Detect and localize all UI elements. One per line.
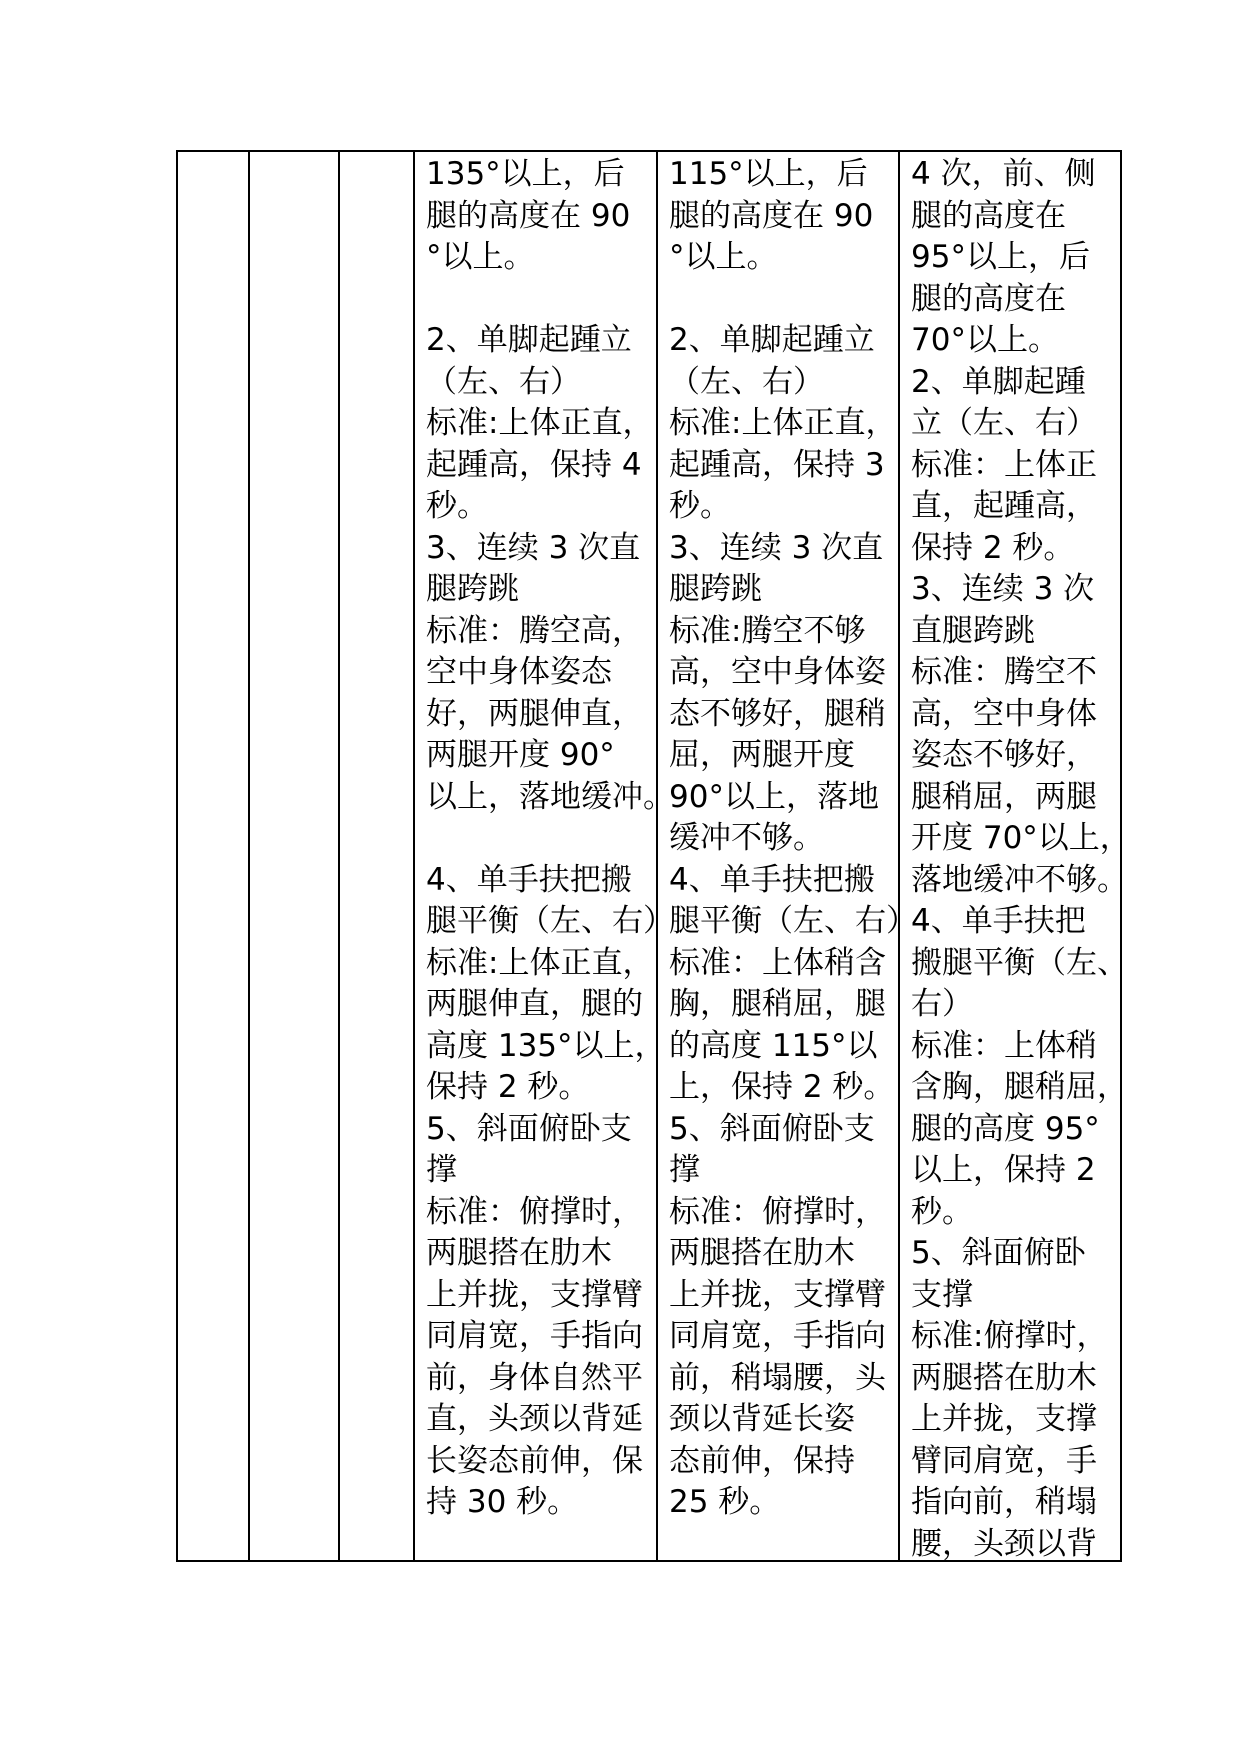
text-line: 标准：上体稍含 bbox=[669, 944, 886, 981]
text-line: 两腿搭在肋木 bbox=[911, 1359, 1097, 1396]
text-line: 起踵高，保持 3 bbox=[669, 446, 885, 483]
text-line: 前，稍塌腰，头 bbox=[669, 1359, 886, 1396]
standards-table bbox=[176, 150, 1131, 1562]
text-line: 3、连续 3 次直 bbox=[669, 529, 884, 566]
text-line: 标准:上体正直， bbox=[669, 405, 897, 441]
table-column-1 bbox=[178, 152, 250, 1560]
text-line: 臂同肩宽，手 bbox=[911, 1442, 1097, 1479]
text-line: 两腿搭在肋木 bbox=[669, 1235, 855, 1271]
cell-text bbox=[415, 152, 674, 1524]
text-line: 颈以背延长姿 bbox=[669, 1401, 855, 1437]
text-line: 两腿伸直，腿的 bbox=[426, 986, 643, 1022]
text-line: 腿的高度在 90 bbox=[669, 197, 874, 234]
text-line: 标准:上体正直， bbox=[426, 944, 654, 981]
text-line: 胸，腿稍屈，腿 bbox=[669, 986, 886, 1022]
text-line: °以上。 bbox=[426, 239, 535, 275]
text-line: 4、单手扶把搬 bbox=[426, 861, 632, 898]
text-line: 标准：上体正 bbox=[911, 446, 1097, 483]
text-line: 态不够好，腿稍 bbox=[669, 695, 886, 732]
text-line: 腿跨跳 bbox=[669, 571, 762, 607]
text-line: 含胸，腿稍屈， bbox=[911, 1069, 1128, 1105]
text-line: 高，空中身体 bbox=[911, 695, 1097, 732]
text-line: 直，起踵高， bbox=[911, 488, 1097, 524]
text-line: 高，空中身体姿 bbox=[669, 654, 886, 690]
text-line: 3、连续 3 次 bbox=[911, 571, 1095, 607]
table-column-level-b bbox=[658, 152, 917, 1560]
text-line: 3、连续 3 次直 bbox=[426, 529, 641, 566]
text-line: 4、单手扶把搬 bbox=[669, 861, 875, 898]
text-line: 标准:腾空不够 bbox=[669, 612, 866, 649]
text-line: 好，两腿伸直， bbox=[426, 695, 643, 732]
text-line: 指向前，稍塌 bbox=[911, 1484, 1097, 1520]
text-line: 同肩宽，手指向 bbox=[669, 1318, 886, 1354]
text-line: 起踵高，保持 4 bbox=[426, 446, 642, 483]
text-line: 以上，保持 2 bbox=[911, 1152, 1096, 1188]
text-line: 开度 70°以上， bbox=[911, 820, 1131, 856]
text-line: 标准：腾空不 bbox=[911, 654, 1097, 690]
text-line: 上并拢，支撑臂 bbox=[426, 1276, 643, 1313]
text-line: 上并拢，支撑 bbox=[911, 1401, 1097, 1437]
text-line: 90°以上，落地 bbox=[669, 778, 879, 815]
text-line: 70°以上。 bbox=[911, 322, 1059, 358]
text-line: 腿平衡（左、右） bbox=[669, 903, 917, 939]
text-line: 上并拢，支撑臂 bbox=[669, 1276, 886, 1313]
text-line: 标准：俯撑时， bbox=[669, 1193, 886, 1230]
text-line: 腿平衡（左、右） bbox=[426, 903, 674, 939]
cell-text bbox=[900, 152, 1131, 1565]
text-line: 保持 2 秒。 bbox=[911, 529, 1075, 566]
text-line: 腿跨跳 bbox=[426, 571, 519, 607]
text-line: 腿的高度在 bbox=[911, 197, 1066, 234]
text-line: 135°以上，后 bbox=[426, 156, 625, 192]
text-line: 标准:俯撑时， bbox=[911, 1318, 1108, 1354]
text-line: 腿稍屈，两腿 bbox=[911, 778, 1097, 815]
text-line: 空中身体姿态 bbox=[426, 654, 612, 690]
text-line: 搬腿平衡（左、 bbox=[911, 944, 1128, 981]
text-line: 直，头颈以背延 bbox=[426, 1401, 643, 1437]
text-line bbox=[426, 818, 646, 860]
text-line: 支撑 bbox=[911, 1276, 973, 1313]
text-line: 高度 135°以上， bbox=[426, 1027, 666, 1064]
text-line: 标准：上体稍 bbox=[911, 1027, 1097, 1064]
text-line: 秒。 bbox=[426, 488, 488, 524]
text-line: 同肩宽，手指向 bbox=[426, 1318, 643, 1354]
text-line: 5、斜面俯卧 bbox=[911, 1235, 1086, 1271]
text-line: 上，保持 2 秒。 bbox=[669, 1069, 895, 1105]
text-line: 4 次，前、侧 bbox=[911, 156, 1096, 192]
text-line: 的高度 115°以 bbox=[669, 1027, 878, 1064]
text-line: 长姿态前伸，保 bbox=[426, 1442, 643, 1479]
text-line: 撑 bbox=[426, 1152, 457, 1188]
cell-text bbox=[658, 152, 917, 1524]
text-line: 腿的高度在 bbox=[911, 280, 1066, 317]
text-line: 标准：俯撑时， bbox=[426, 1193, 643, 1230]
text-line: 以上，落地缓冲。 bbox=[426, 778, 674, 815]
text-line: 姿态不够好， bbox=[911, 737, 1097, 773]
text-line: 保持 2 秒。 bbox=[426, 1069, 590, 1105]
text-line: 4、单手扶把 bbox=[911, 903, 1086, 939]
text-line: 撑 bbox=[669, 1152, 700, 1188]
text-line: 腿的高度在 90 bbox=[426, 197, 631, 234]
text-line: 115°以上，后 bbox=[669, 156, 868, 192]
text-line: 95°以上，后 bbox=[911, 239, 1090, 275]
text-line: 2、单脚起踵立 bbox=[669, 322, 875, 358]
text-line: 立（左、右） bbox=[911, 405, 1097, 441]
text-line: 右） bbox=[911, 986, 973, 1022]
text-line: 腰，头颈以背 bbox=[911, 1525, 1097, 1562]
text-line: °以上。 bbox=[669, 239, 778, 275]
table-column-level-a bbox=[415, 152, 674, 1560]
text-line: 2、单脚起踵立 bbox=[426, 322, 632, 358]
text-line: 2、单脚起踵 bbox=[911, 363, 1086, 400]
text-line bbox=[669, 279, 888, 321]
text-line: （左、右） bbox=[426, 363, 581, 400]
table-column-3 bbox=[340, 152, 415, 1560]
text-line: 两腿开度 90° bbox=[426, 737, 615, 773]
text-line: 标准：腾空高， bbox=[426, 612, 643, 649]
text-line bbox=[426, 279, 646, 321]
table-column-level-c bbox=[900, 152, 1131, 1562]
table-column-2 bbox=[250, 152, 340, 1560]
text-line: 秒。 bbox=[911, 1193, 973, 1230]
text-line: 缓冲不够。 bbox=[669, 820, 824, 856]
text-line: 态前伸，保持 bbox=[669, 1442, 855, 1479]
text-line: 腿的高度 95° bbox=[911, 1110, 1100, 1147]
text-line: 落地缓冲不够。 bbox=[911, 861, 1128, 898]
text-line: 前，身体自然平 bbox=[426, 1359, 643, 1396]
text-line: 5、斜面俯卧支 bbox=[669, 1110, 875, 1147]
text-line: 标准:上体正直， bbox=[426, 405, 654, 441]
text-line: 25 秒。 bbox=[669, 1484, 781, 1520]
text-line: 两腿搭在肋木 bbox=[426, 1235, 612, 1271]
text-line: 直腿跨跳 bbox=[911, 612, 1035, 649]
text-line: 持 30 秒。 bbox=[426, 1484, 579, 1520]
text-line: 秒。 bbox=[669, 488, 731, 524]
text-line: 5、斜面俯卧支 bbox=[426, 1110, 632, 1147]
text-line: （左、右） bbox=[669, 363, 824, 400]
text-line: 屈，两腿开度 bbox=[669, 737, 855, 773]
